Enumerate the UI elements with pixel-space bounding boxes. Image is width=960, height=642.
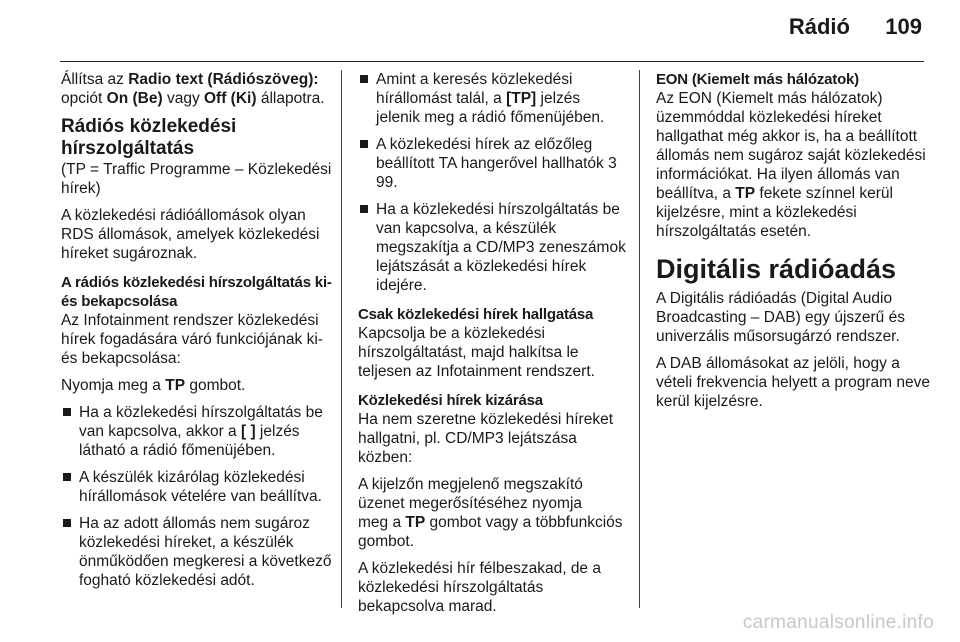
bullet-square-icon <box>63 408 71 416</box>
section-heading-dab: Digitális rádióadás <box>656 254 897 284</box>
traffic-only-paragraph: Kapcsolja be a közlekedési hírszolgáltatást, majd halkítsa le teljesen az Infotainment rendszert. <box>358 325 595 380</box>
list-item: Ha a közlekedési hírszolgáltatás be van kapcsolva, akkor a [ ] jelzés látható a rádió főmenüjében. <box>61 403 336 460</box>
interrupted-paragraph: A közlekedési hír félbeszakad, de a közlekedési hírszolgáltatás bekapcsolva marad. <box>358 560 601 615</box>
exclude-traffic-paragraph: Ha nem szeretne közlekedési híreket hallgatni, pl. CD/MP3 lejátszása közben: <box>358 411 614 466</box>
page-reference: 3 99. <box>376 155 617 191</box>
watermark: carmanualsonline.info <box>742 612 934 633</box>
dab-intro-paragraph: A Digitális rádióadás (Digital Audio Broadcasting – DAB) egy újszerű és univerzális műsorsugárzó rendszer. <box>656 290 905 345</box>
column-3 <box>656 70 932 419</box>
subheading-exclude-traffic: Közlekedési hírek kizárása <box>358 392 543 409</box>
header-rule <box>60 61 924 62</box>
subheading-traffic-only: Csak közlekedési hírek hallgatása <box>358 306 594 323</box>
list-item: Amint a keresés közlekedési hírállomást talál, a [TP] jelzés jelenik meg a rádió főmenüjében. <box>358 70 628 127</box>
page-header <box>0 0 960 62</box>
page-title: Rádió <box>788 14 850 39</box>
section-heading-traffic: Rádiós közlekedési hírszolgáltatás <box>61 116 237 159</box>
traffic-stations-paragraph: A közlekedési rádióállomások olyan RDS állomások, amelyek közlekedési híreket sugároznak. <box>61 207 320 262</box>
column-divider-2 <box>639 70 640 608</box>
confirm-message-paragraph: A kijelzőn megjelenő megszakító üzenet megerősítéséhez nyomja meg a TP gombot vagy a többfunkciós gombot. <box>358 476 623 550</box>
subheading-eon: EON (Kiemelt más hálózatok) <box>656 71 859 88</box>
eon-paragraph: Az EON (Kiemelt más hálózatok) üzemmóddal közlekedési híreket hallgathat még akkor is, ha a beállított állomás nem sugároz saját közlekedési információkat. Ha ilyen állomás van beállítva, a TP fekete színnel kerül kijelzésre, mint a közlekedési hírszolgáltatás esetén. <box>656 90 926 240</box>
list-item: A közlekedési hírek az előzőleg beállított TA hangerővel hallhatók 3 99. <box>358 135 628 192</box>
toggle-intro-paragraph: Az Infotainment rendszer közlekedési hírek fogadására váró funkciójának ki- és bekapcsolása: <box>61 312 323 367</box>
list-item: Ha az adott állomás nem sugároz közlekedési híreket, a készülék önműködően megkeresi a következő fogható közlekedési adót. <box>61 514 336 590</box>
bullet-square-icon <box>63 519 71 527</box>
list-item: Ha a közlekedési hírszolgáltatás be van kapcsolva, a készülék megszakítja a CD/MP3 zeneszámok lejátszását a közlekedési hírek idejére. <box>358 200 628 295</box>
subheading-toggle-traffic: A rádiós közlekedési hírszolgáltatás ki- és bekapcsolása <box>61 274 332 310</box>
dab-stations-paragraph: A DAB állomásokat az jelöli, hogy a vételi frekvencia helyett a program neve kerül kijelzésre. <box>656 355 930 410</box>
traffic-programme-note: (TP = Traffic Programme – Közlekedési hírek) <box>61 161 332 197</box>
press-tp-paragraph: Nyomja meg a TP gombot. <box>61 377 246 394</box>
bullet-square-icon <box>63 473 71 481</box>
page-number: 109 <box>885 14 922 39</box>
column-2 <box>358 70 628 624</box>
radio-text-paragraph: Állítsa az Radio text (Rádiószöveg): opciót On (Be) vagy Off (Ki) állapotra. <box>61 71 325 107</box>
bullet-square-icon <box>360 140 368 148</box>
column-divider-1 <box>341 70 342 608</box>
list-item: A készülék kizárólag közlekedési hírállomások vételére van beállítva. <box>61 468 336 506</box>
bullet-square-icon <box>360 75 368 83</box>
column-1 <box>61 70 336 598</box>
bullet-square-icon <box>360 205 368 213</box>
